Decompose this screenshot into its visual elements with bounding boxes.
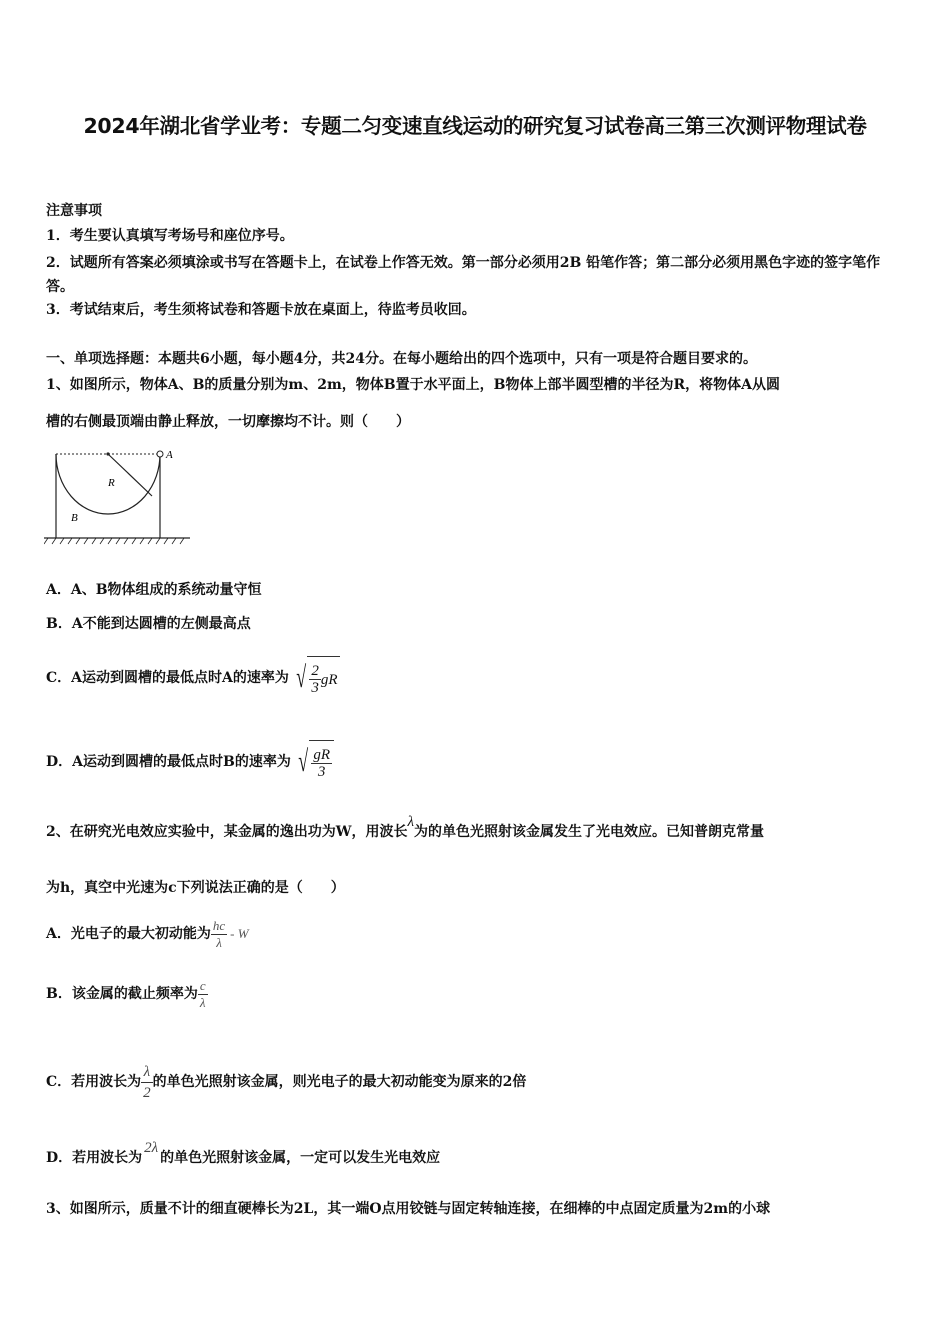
q1-option-c: C．A运动到圆槽的最低点时A的速率为 √ $\frac{2}{3}$ gR: [46, 650, 340, 706]
notice-item-2: 2．试题所有答案必须填涂或书写在答题卡上，在试卷上作答无效。第一部分必须用2B 铅笔作答；第二部分必须用黑色字迹的签字笔作答。: [46, 255, 881, 295]
document-title: 2024年湖北省学业考：专题二匀变速直线运动的研究复习试卷高三第三次测评物理试卷: [83, 114, 867, 138]
q2-stem-line2: 为h，真空中光速为c下列说法正确的是（ ）: [46, 880, 345, 896]
section-heading: 一、单项选择题：本题共6小题，每小题4分，共24分。在每小题给出的四个选项中，只有一项是符合题目要求的。: [46, 351, 757, 367]
label-a: A: [166, 449, 173, 461]
notice-item-3: 3．考试结束后，考生须将试卷和答题卡放在桌面上，待监考员收回。: [46, 302, 476, 318]
label-r: R: [108, 477, 115, 489]
label-b: B: [71, 512, 78, 524]
q1-stem-line1: 1、如图所示，物体A、B的质量分别为m、2m，物体B置于水平面上，B物体上部半圆型槽的半径为R，将物体A从圆: [46, 377, 780, 393]
notice-item-1: 1．考生要认真填写考场号和座位序号。: [46, 228, 294, 244]
q2-option-c: C．若用波长为 $\frac{\lambda}{2}$ 的单色光照射该金属，则光电子的最大初动能变为原来的2倍: [46, 1063, 527, 1101]
q1-stem-line2: 槽的右侧最顶端由静止释放，一切摩擦均不计。则（ ）: [46, 414, 410, 430]
q2-option-b: B．该金属的截止频率为 $\frac{c}{\lambda}$: [46, 977, 206, 1010]
q1-d-formula: √ $\frac{gR}{3}$: [295, 740, 334, 784]
q2-stem-line1: 2、在研究光电效应实验中，某金属的逸出功为W，用波长λ为的单色光照射该金属发生了光电效应。已知普朗克常量: [46, 814, 764, 840]
q1-option-a: A．A、B物体组成的系统动量守恒: [46, 582, 262, 598]
q1-option-d: D．A运动到圆槽的最低点时B的速率为 √ $\frac{gR}{3}$: [46, 734, 334, 790]
q1-c-formula: √ $\frac{2}{3}$ gR: [293, 656, 340, 700]
notice-heading: 注意事项: [46, 203, 102, 219]
q1-figure: [44, 444, 194, 548]
q2-option-a: A．光电子的最大初动能为 $\frac{hc}{\lambda}$ - W: [46, 917, 249, 950]
q3-stem-line1: 3、如图所示，质量不计的细直硬棒长为2L，其一端O点用铰链与固定转轴连接，在细棒的中点固定质量为2m的小球: [46, 1201, 771, 1217]
q1-option-b: B．A不能到达圆槽的左侧最高点: [46, 616, 251, 632]
q2-option-d: D．若用波长为 2λ 的单色光照射该金属，一定可以发生光电效应: [46, 1140, 441, 1166]
